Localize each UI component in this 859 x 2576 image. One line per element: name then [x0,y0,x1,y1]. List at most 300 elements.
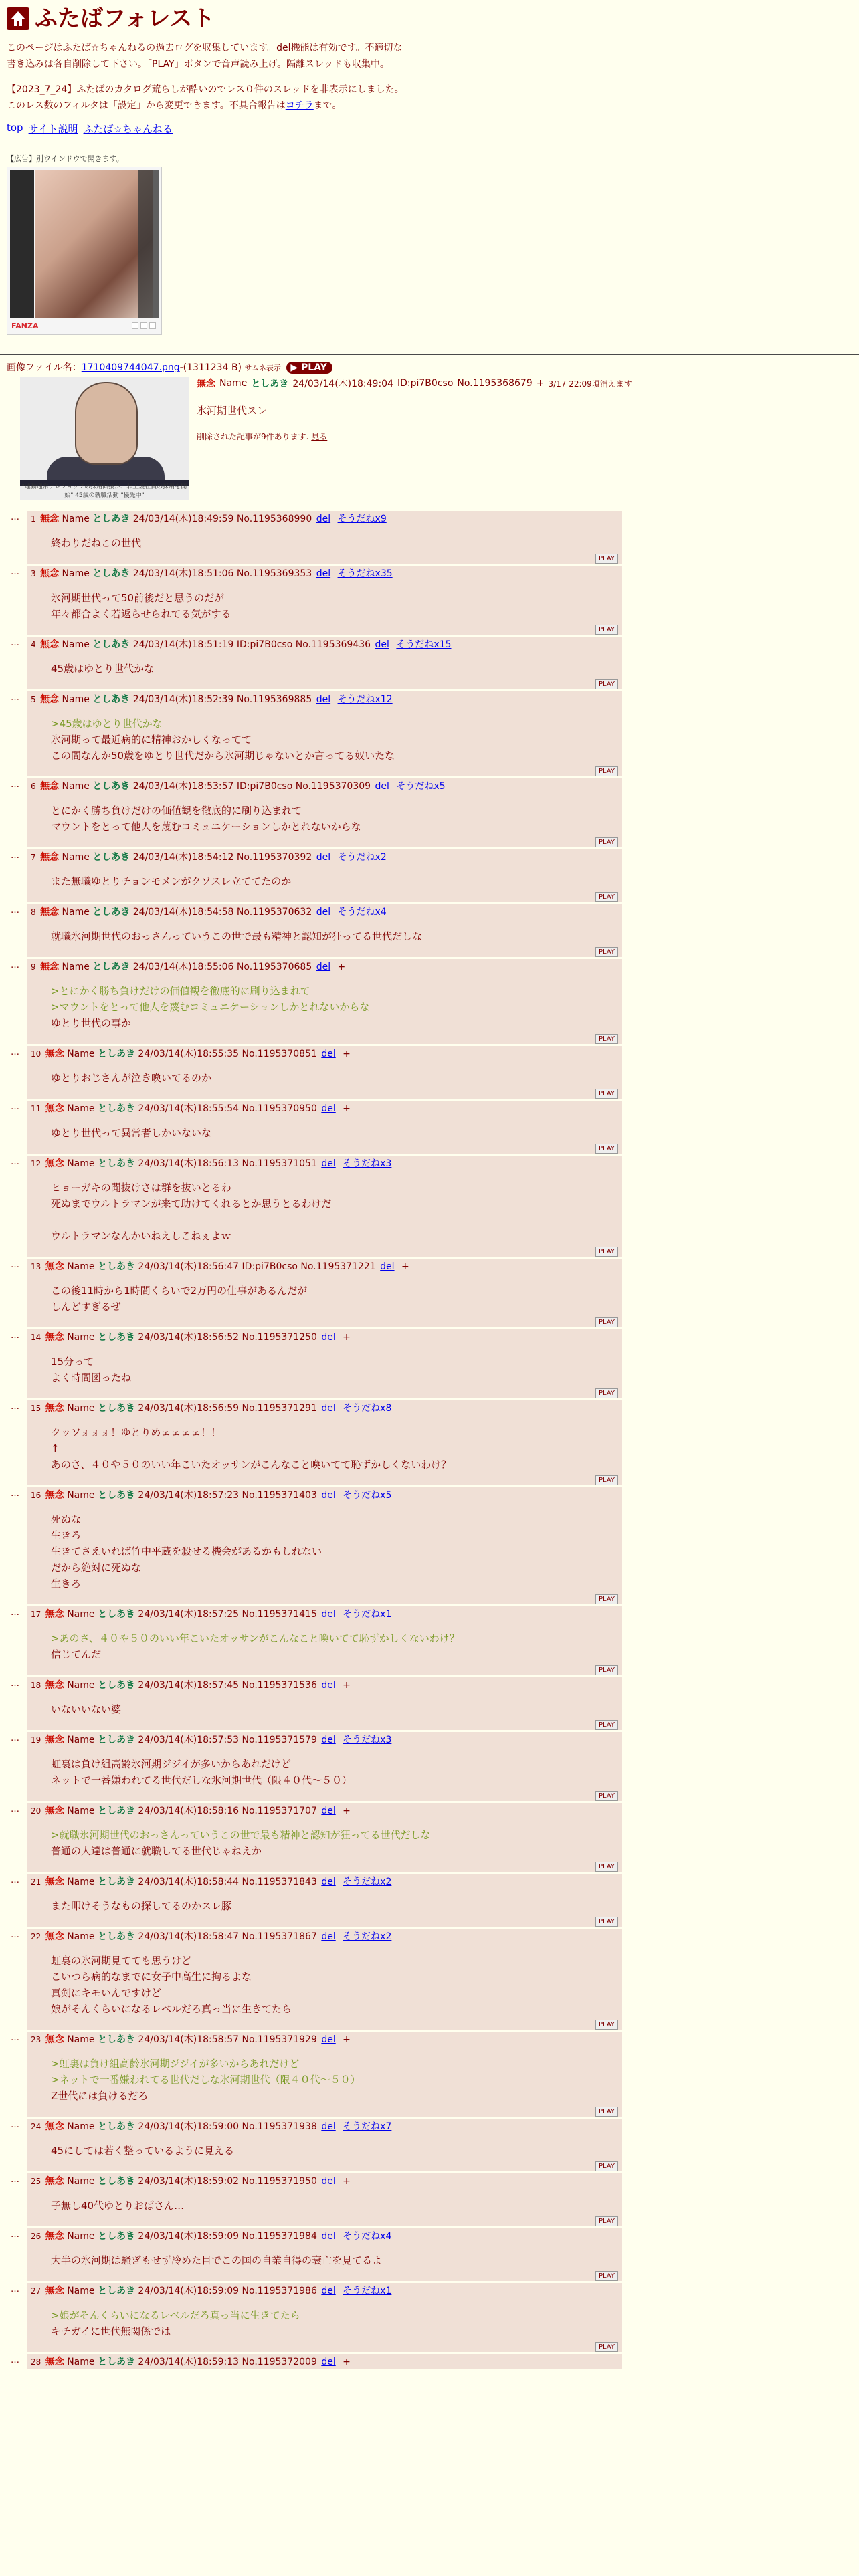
reply-name: としあき [97,1806,135,1816]
reply-date: 24/03/14(木)18:59:09 [138,2286,240,2296]
reply-play-wrap [31,2342,618,2352]
reply-subject: 無念 [45,1876,64,1887]
reply-play-button[interactable]: PLAY [595,1917,618,1927]
reply-name-label: Name [67,1680,95,1691]
reply-post [27,1487,622,1604]
reply-gutter: … [11,1679,19,1689]
reply-play-button[interactable]: PLAY [595,1665,618,1675]
reply-play-button[interactable]: PLAY [595,625,618,635]
reply-no[interactable]: No.1195371579 [242,1735,317,1745]
ad-side-panel-right [138,170,159,318]
del-link[interactable]: del [380,1261,395,1272]
reply-no[interactable]: No.1195369353 [236,568,312,579]
reply-subject: 無念 [40,907,60,918]
reply-date: 24/03/14(木)18:55:54 [138,1103,240,1114]
reply-header [31,2355,618,2369]
reply-no[interactable]: No.1195370851 [242,1049,317,1059]
thumb-note[interactable]: サムネ表示 [244,364,281,372]
op-header [197,377,632,390]
reply-name-label: Name [62,514,90,524]
nav-top-link[interactable]: top [7,122,23,134]
soudane-link[interactable]: そうだねx8 [343,1403,392,1414]
reply-post [27,1156,622,1257]
del-link[interactable]: del [321,2176,336,2187]
reply-index: 25 [31,2177,41,2186]
reply-comment [31,919,618,944]
reply-name-label: Name [62,907,90,918]
comment-line: ネットで一番嫌われてる世代だしな氷河期世代（限４０代～５０） [51,1774,353,1786]
reply-header [31,1402,618,1415]
reply-header [31,1331,618,1344]
reply-comment [31,580,618,622]
reply-comment [31,1170,618,1244]
reply-date: 24/03/14(木)18:57:25 [138,1609,240,1620]
reply-name: としあき [92,639,130,650]
ad-label: 【広告】別ウインドウで開きます。 [7,154,124,163]
del-link[interactable]: del [321,1403,336,1414]
reply-play-button[interactable]: PLAY [595,1388,618,1398]
reply-gutter: … [11,960,19,970]
reply-no[interactable]: No.1195371250 [242,1332,317,1343]
file-link[interactable]: 1710409744047.png [81,362,180,373]
comment-line: マウントをとって他人を蔑むコミュニケーションしかとれないからな [51,821,361,833]
reply-play-wrap [31,1144,618,1154]
soudane-plus[interactable]: + [343,2357,351,2367]
reply-index: 16 [31,1491,41,1500]
soudane-plus[interactable]: + [343,1049,351,1059]
reply-date: 24/03/14(木)18:55:06 [132,962,234,972]
soudane-link[interactable]: そうだねx12 [337,694,393,705]
reply-subject: 無念 [40,568,60,579]
reply-index: 20 [31,1806,41,1816]
reply-name-label: Name [67,1609,95,1620]
reply-no[interactable]: No.1195371938 [242,2121,317,2132]
reply-play-button[interactable]: PLAY [595,1144,618,1154]
reply-index: 3 [31,569,36,578]
nav-futaba-link[interactable]: ふたば☆ちゃんねる [83,123,173,135]
reply-play-wrap [31,2271,618,2281]
del-link[interactable]: del [316,568,331,579]
comment-line: ゆとりおじさんが泣き喚いてるのか [51,1072,212,1084]
show-deleted-link[interactable]: 見る [311,432,328,441]
reply-play-wrap [31,2161,618,2171]
reply-row [7,1101,852,1154]
reply-name: としあき [97,1103,135,1114]
reply-index: 26 [31,2232,41,2241]
reply-header [31,1047,618,1061]
reply-play-button[interactable]: PLAY [595,1791,618,1801]
reply-play-button[interactable]: PLAY [595,2107,618,2117]
del-link[interactable]: del [375,639,389,650]
reply-play-button[interactable]: PLAY [595,2271,618,2281]
file-label: 画像ファイル名： [7,362,82,373]
reply-no[interactable]: No.1195370950 [242,1103,317,1114]
reply-subject: 無念 [45,1680,64,1691]
reply-no[interactable]: No.1195371950 [242,2176,317,2187]
reply-name: としあき [92,907,130,918]
comment-line [51,1212,618,1228]
reply-header [31,1608,618,1621]
reply-subject: 無念 [45,1103,64,1114]
reply-play-wrap [31,1917,618,1927]
comment-line: しんどすぎるぜ [51,1301,121,1313]
del-link[interactable]: del [321,2286,336,2296]
reply-play-button[interactable]: PLAY [595,2216,618,2226]
op-subject: 無念 [197,379,215,389]
reply-play-wrap [31,554,618,564]
reply-no[interactable]: No.1195370392 [236,852,312,863]
reply-row [7,2228,852,2281]
soudane-link[interactable]: そうだねx1 [343,1609,392,1620]
del-link[interactable]: del [316,514,331,524]
reply-header [31,1489,618,1502]
comment-line: 年々都合よく若返らせられてる気がする [51,608,231,620]
comment-line: とにかく勝ち負けだけの価値観を徹底的に刷り込まれて [51,804,302,817]
reply-gutter: … [11,1930,19,1940]
reply-no[interactable]: No.1195372009 [242,2357,317,2367]
reply-date: 24/03/14(木)18:58:57 [138,2034,240,2045]
reply-play-button[interactable]: PLAY [595,679,618,689]
del-link[interactable]: del [321,1332,336,1343]
file-size: -(1311234 B) [179,362,242,373]
reply-comment [31,1889,618,1914]
reply-index: 6 [31,782,36,791]
reply-row [7,511,852,564]
del-link[interactable]: del [321,1609,336,1620]
del-link[interactable]: del [321,2034,336,2045]
reply-comment [31,1061,618,1086]
soudane-link[interactable]: そうだねx4 [343,2231,392,2242]
reply-gutter: … [11,1489,19,1499]
play-button[interactable]: ▶ PLAY [286,362,332,374]
soudane-link[interactable]: そうだねx5 [343,1490,392,1501]
reply-subject: 無念 [45,1490,64,1501]
reply-header [31,2175,618,2188]
reply-row [7,1259,852,1327]
del-link[interactable]: del [321,1049,336,1059]
reply-name: としあき [92,962,130,972]
reply-row [7,2283,852,2352]
reply-play-wrap [31,625,618,635]
reply-comment [31,2243,618,2268]
reply-id: ID:pi7B0cso [236,639,293,650]
reply-subject: 無念 [40,852,60,863]
reply-play-button[interactable]: PLAY [595,1034,618,1044]
soudane-link[interactable]: そうだねx35 [337,568,393,579]
reply-name-label: Name [62,852,90,863]
reply-row [7,691,852,776]
soudane-plus[interactable]: + [343,1806,351,1816]
reply-post [27,1803,622,1872]
reply-subject: 無念 [45,1049,64,1059]
reply-no[interactable]: No.1195371536 [242,1680,317,1691]
reply-row [7,1732,852,1801]
op-thumbnail[interactable] [20,377,189,500]
reply-play-button[interactable]: PLAY [595,1594,618,1604]
reply-name: としあき [92,781,130,792]
reply-name-label: Name [67,1876,95,1887]
reply-subject: 無念 [40,514,60,524]
del-link[interactable]: del [321,1735,336,1745]
reply-name: としあき [97,1261,135,1272]
reply-header [31,905,618,919]
reply-no[interactable]: No.1195370309 [295,781,371,792]
soudane-link[interactable]: そうだねx2 [337,852,387,863]
ad-box [7,153,852,335]
reply-subject: 無念 [45,1806,64,1816]
reply-gutter: … [11,1733,19,1743]
intro-paragraph-1: このページはふたば☆ちゃんねるの過去ログを収集しています。del機能は有効です。不適切な書き込みは各自削除して下さい。「PLAY」ボタンで音声読み上げ。隔離スレッドも収集中。 [7,43,403,70]
reply-subject: 無念 [45,1931,64,1942]
del-link[interactable]: del [321,1806,336,1816]
reply-name-label: Name [67,2286,95,2296]
bug-report-link[interactable]: コチラ [285,100,314,111]
reply-no[interactable]: No.1195371867 [242,1931,317,1942]
reply-play-button[interactable]: PLAY [595,837,618,847]
reply-play-button[interactable]: PLAY [595,1317,618,1327]
reply-name: としあき [97,1680,135,1691]
reply-comment [31,1115,618,1141]
reply-no[interactable]: No.1195371221 [300,1261,376,1272]
del-link[interactable]: del [321,2231,336,2242]
reply-comment [31,2133,618,2159]
reply-row [7,2354,852,2369]
reply-index: 13 [31,1262,41,1271]
reply-play-wrap [31,837,618,847]
reply-no[interactable]: No.1195368990 [236,514,312,524]
reply-no[interactable]: No.1195369436 [295,639,371,650]
reply-no[interactable]: No.1195371403 [242,1490,317,1501]
reply-play-wrap [31,1388,618,1398]
reply-id: ID:pi7B0cso [242,1261,298,1272]
thumb-caption: "連動通常テレショップの採用面接が、非正規社員の採用を開始" 45歳の就職活動 "優先中" [21,484,187,499]
reply-play-button[interactable]: PLAY [595,892,618,902]
reply-play-button[interactable]: PLAY [595,1720,618,1730]
reply-play-wrap [31,2020,618,2030]
reply-play-button[interactable]: PLAY [595,947,618,957]
reply-name: としあき [97,2034,135,2045]
del-link[interactable]: del [321,1103,336,1114]
reply-comment [31,793,618,835]
comment-line: 45にしては若く整っているように見える [51,2145,235,2157]
reply-index: 1 [31,514,36,524]
del-link[interactable]: del [321,1876,336,1887]
soudane-link[interactable]: そうだねx3 [343,1158,392,1169]
del-link[interactable]: del [321,2121,336,2132]
reply-subject: 無念 [45,2034,64,2045]
reply-index: 14 [31,1333,41,1342]
reply-post [27,691,622,776]
quote-line: >あのさ、４０や５０のいい年こいたオッサンがこんなこと喚いてて恥ずかしくないわけ？ [51,1632,460,1644]
reply-subject: 無念 [45,2357,64,2367]
intro-text [7,40,408,114]
reply-post [27,2283,622,2352]
reply-name: としあき [97,2286,135,2296]
reply-list [7,511,852,2369]
reply-header [31,2033,618,2046]
reply-play-button[interactable]: PLAY [595,2342,618,2352]
reply-comment [31,1818,618,1859]
soudane-link[interactable]: そうだねx5 [396,781,446,792]
soudane-plus[interactable]: + [343,1332,351,1343]
reply-date: 24/03/14(木)18:56:47 [138,1261,240,1272]
nav-links [7,122,852,136]
reply-name-label: Name [62,639,90,650]
del-link[interactable]: del [316,962,331,972]
del-link[interactable]: del [321,1490,336,1501]
soudane-link[interactable]: そうだねx15 [396,639,452,650]
soudane-link[interactable]: そうだねx7 [343,2121,392,2132]
reply-date: 24/03/14(木)18:51:19 [132,639,234,650]
comment-line: 45歳はゆとり世代かな [51,663,155,675]
comment-line: 真剣にキモいんですけど [51,1987,162,1999]
reply-play-wrap [31,2216,618,2226]
reply-post [27,2173,622,2226]
reply-index: 10 [31,1049,41,1059]
del-link[interactable]: del [321,1931,336,1942]
reply-date: 24/03/14(木)18:58:44 [138,1876,240,1887]
reply-date: 24/03/14(木)18:57:45 [138,1680,240,1691]
reply-no[interactable]: No.1195371291 [242,1403,317,1414]
reply-no[interactable]: No.1195371984 [242,2231,317,2242]
del-link[interactable]: del [316,852,331,863]
reply-post [27,2119,622,2171]
del-link[interactable]: del [321,1158,336,1169]
reply-play-button[interactable]: PLAY [595,1247,618,1257]
reply-gutter: … [11,2120,19,2130]
reply-header [31,851,618,864]
reply-no[interactable]: No.1195371051 [242,1158,317,1169]
reply-subject: 無念 [45,1403,64,1414]
reply-post [27,1101,622,1154]
reply-play-wrap [31,1862,618,1872]
reply-name: としあき [97,1876,135,1887]
reply-play-button[interactable]: PLAY [595,2020,618,2030]
reply-comment [31,1415,618,1473]
reply-play-button[interactable]: PLAY [595,1475,618,1485]
site-title: ふたばフォレスト [35,5,215,32]
reply-date: 24/03/14(木)18:57:23 [138,1490,240,1501]
reply-index: 19 [31,1735,41,1745]
del-link[interactable]: del [316,907,331,918]
comment-line: ウルトラマンなんかいねえしこねぇよｗ [51,1230,231,1242]
intro-notice: 【2023_7_24】ふたばのカタログ荒らしが酷いのでレス０件のスレッドを非表示にしました。このレス数のフィルタは「設定」から変更できます。不具合報告は [7,84,404,111]
reply-play-button[interactable]: PLAY [595,1089,618,1099]
reply-gutter: … [11,567,19,577]
reply-name: としあき [92,694,130,705]
reply-no[interactable]: No.1195370632 [236,907,312,918]
reply-gutter: … [11,905,19,916]
reply-play-button[interactable]: PLAY [595,1862,618,1872]
quote-line: >マウントをとって他人を蔑むコミュニケーションしかとれないからな [51,1001,370,1013]
del-link[interactable]: del [375,781,389,792]
reply-subject: 無念 [45,1261,64,1272]
reply-name: としあき [97,1403,135,1414]
reply-play-wrap [31,1475,618,1485]
op-comment: 氷河期世代スレ [197,405,268,417]
reply-row [7,2119,852,2171]
quote-line: >ネットで一番嫌われてる世代だしな氷河期世代（限４０代～５０） [51,2074,361,2086]
del-link[interactable]: del [321,1680,336,1691]
reply-name: としあき [97,1609,135,1620]
reply-post [27,849,622,902]
op-date: 24/03/14(木)18:49:04 [292,379,393,389]
soudane-link[interactable]: そうだねx2 [343,1876,392,1887]
reply-row [7,2173,852,2226]
reply-date: 24/03/14(木)18:56:13 [138,1158,240,1169]
reply-gutter: … [11,2284,19,2294]
reply-name-label: Name [67,2034,95,2045]
reply-no[interactable]: No.1195371986 [242,2286,317,2296]
reply-name-label: Name [67,1490,95,1501]
reply-name-label: Name [67,1261,95,1272]
reply-comment [31,1621,618,1662]
soudane-plus[interactable]: + [343,2034,351,2045]
thumb-face [75,382,138,465]
reply-gutter: … [11,1608,19,1618]
reply-gutter: … [11,851,19,861]
soudane-link[interactable]: そうだねx9 [337,514,387,524]
reply-name: としあき [97,1931,135,1942]
ad-carousel-dots[interactable] [132,322,156,329]
reply-index: 9 [31,962,36,972]
reply-comment [31,706,618,764]
soudane-link[interactable]: そうだねx3 [343,1735,392,1745]
soudane-link[interactable]: そうだねx2 [343,1931,392,1942]
reply-no[interactable]: No.1195371929 [242,2034,317,2045]
reply-header [31,780,618,793]
reply-play-wrap [31,1720,618,1730]
comment-line: ↑ [51,1442,60,1455]
soudane-plus[interactable]: + [343,2176,351,2187]
soudane-link[interactable]: そうだねx4 [337,907,387,918]
reply-gutter: … [11,2230,19,2240]
reply-no[interactable]: No.1195370685 [236,962,312,972]
soudane-link[interactable]: そうだねx1 [343,2286,392,2296]
soudane-plus[interactable]: + [401,1261,409,1272]
reply-no[interactable]: No.1195369885 [236,694,312,705]
reply-play-button[interactable]: PLAY [595,2161,618,2171]
op-plus[interactable]: + [536,378,545,389]
comment-line: ヒョーガキの聞抜けさは群を抜いとるわ [51,1182,231,1194]
comment-line: だから絶対に死ぬな [51,1562,142,1574]
reply-post [27,1732,622,1801]
reply-no[interactable]: No.1195371415 [242,1609,317,1620]
del-link[interactable]: del [321,2357,336,2367]
reply-gutter: … [11,2355,19,2365]
soudane-plus[interactable]: + [343,1680,351,1691]
reply-play-button[interactable]: PLAY [595,766,618,776]
reply-date: 24/03/14(木)18:58:16 [138,1806,240,1816]
soudane-plus[interactable]: + [343,1103,351,1114]
reply-play-wrap [31,1665,618,1675]
reply-date: 24/03/14(木)18:51:06 [132,568,234,579]
reply-play-wrap [31,766,618,776]
reply-header [31,1875,618,1889]
comment-line: 氷河期って最近病的に精神おかしくなってて [51,734,252,746]
reply-row [7,1929,852,2030]
reply-no[interactable]: No.1195371843 [242,1876,317,1887]
reply-subject: 無念 [40,781,60,792]
soudane-plus[interactable]: + [337,962,346,972]
ad-banner[interactable] [7,167,162,335]
reply-play-button[interactable]: PLAY [595,554,618,564]
reply-name-label: Name [67,2357,95,2367]
del-link[interactable]: del [316,694,331,705]
op-no[interactable]: No.1195368679 [457,378,533,389]
reply-no[interactable]: No.1195371707 [242,1806,317,1816]
nav-about-link[interactable]: サイト説明 [28,123,78,135]
